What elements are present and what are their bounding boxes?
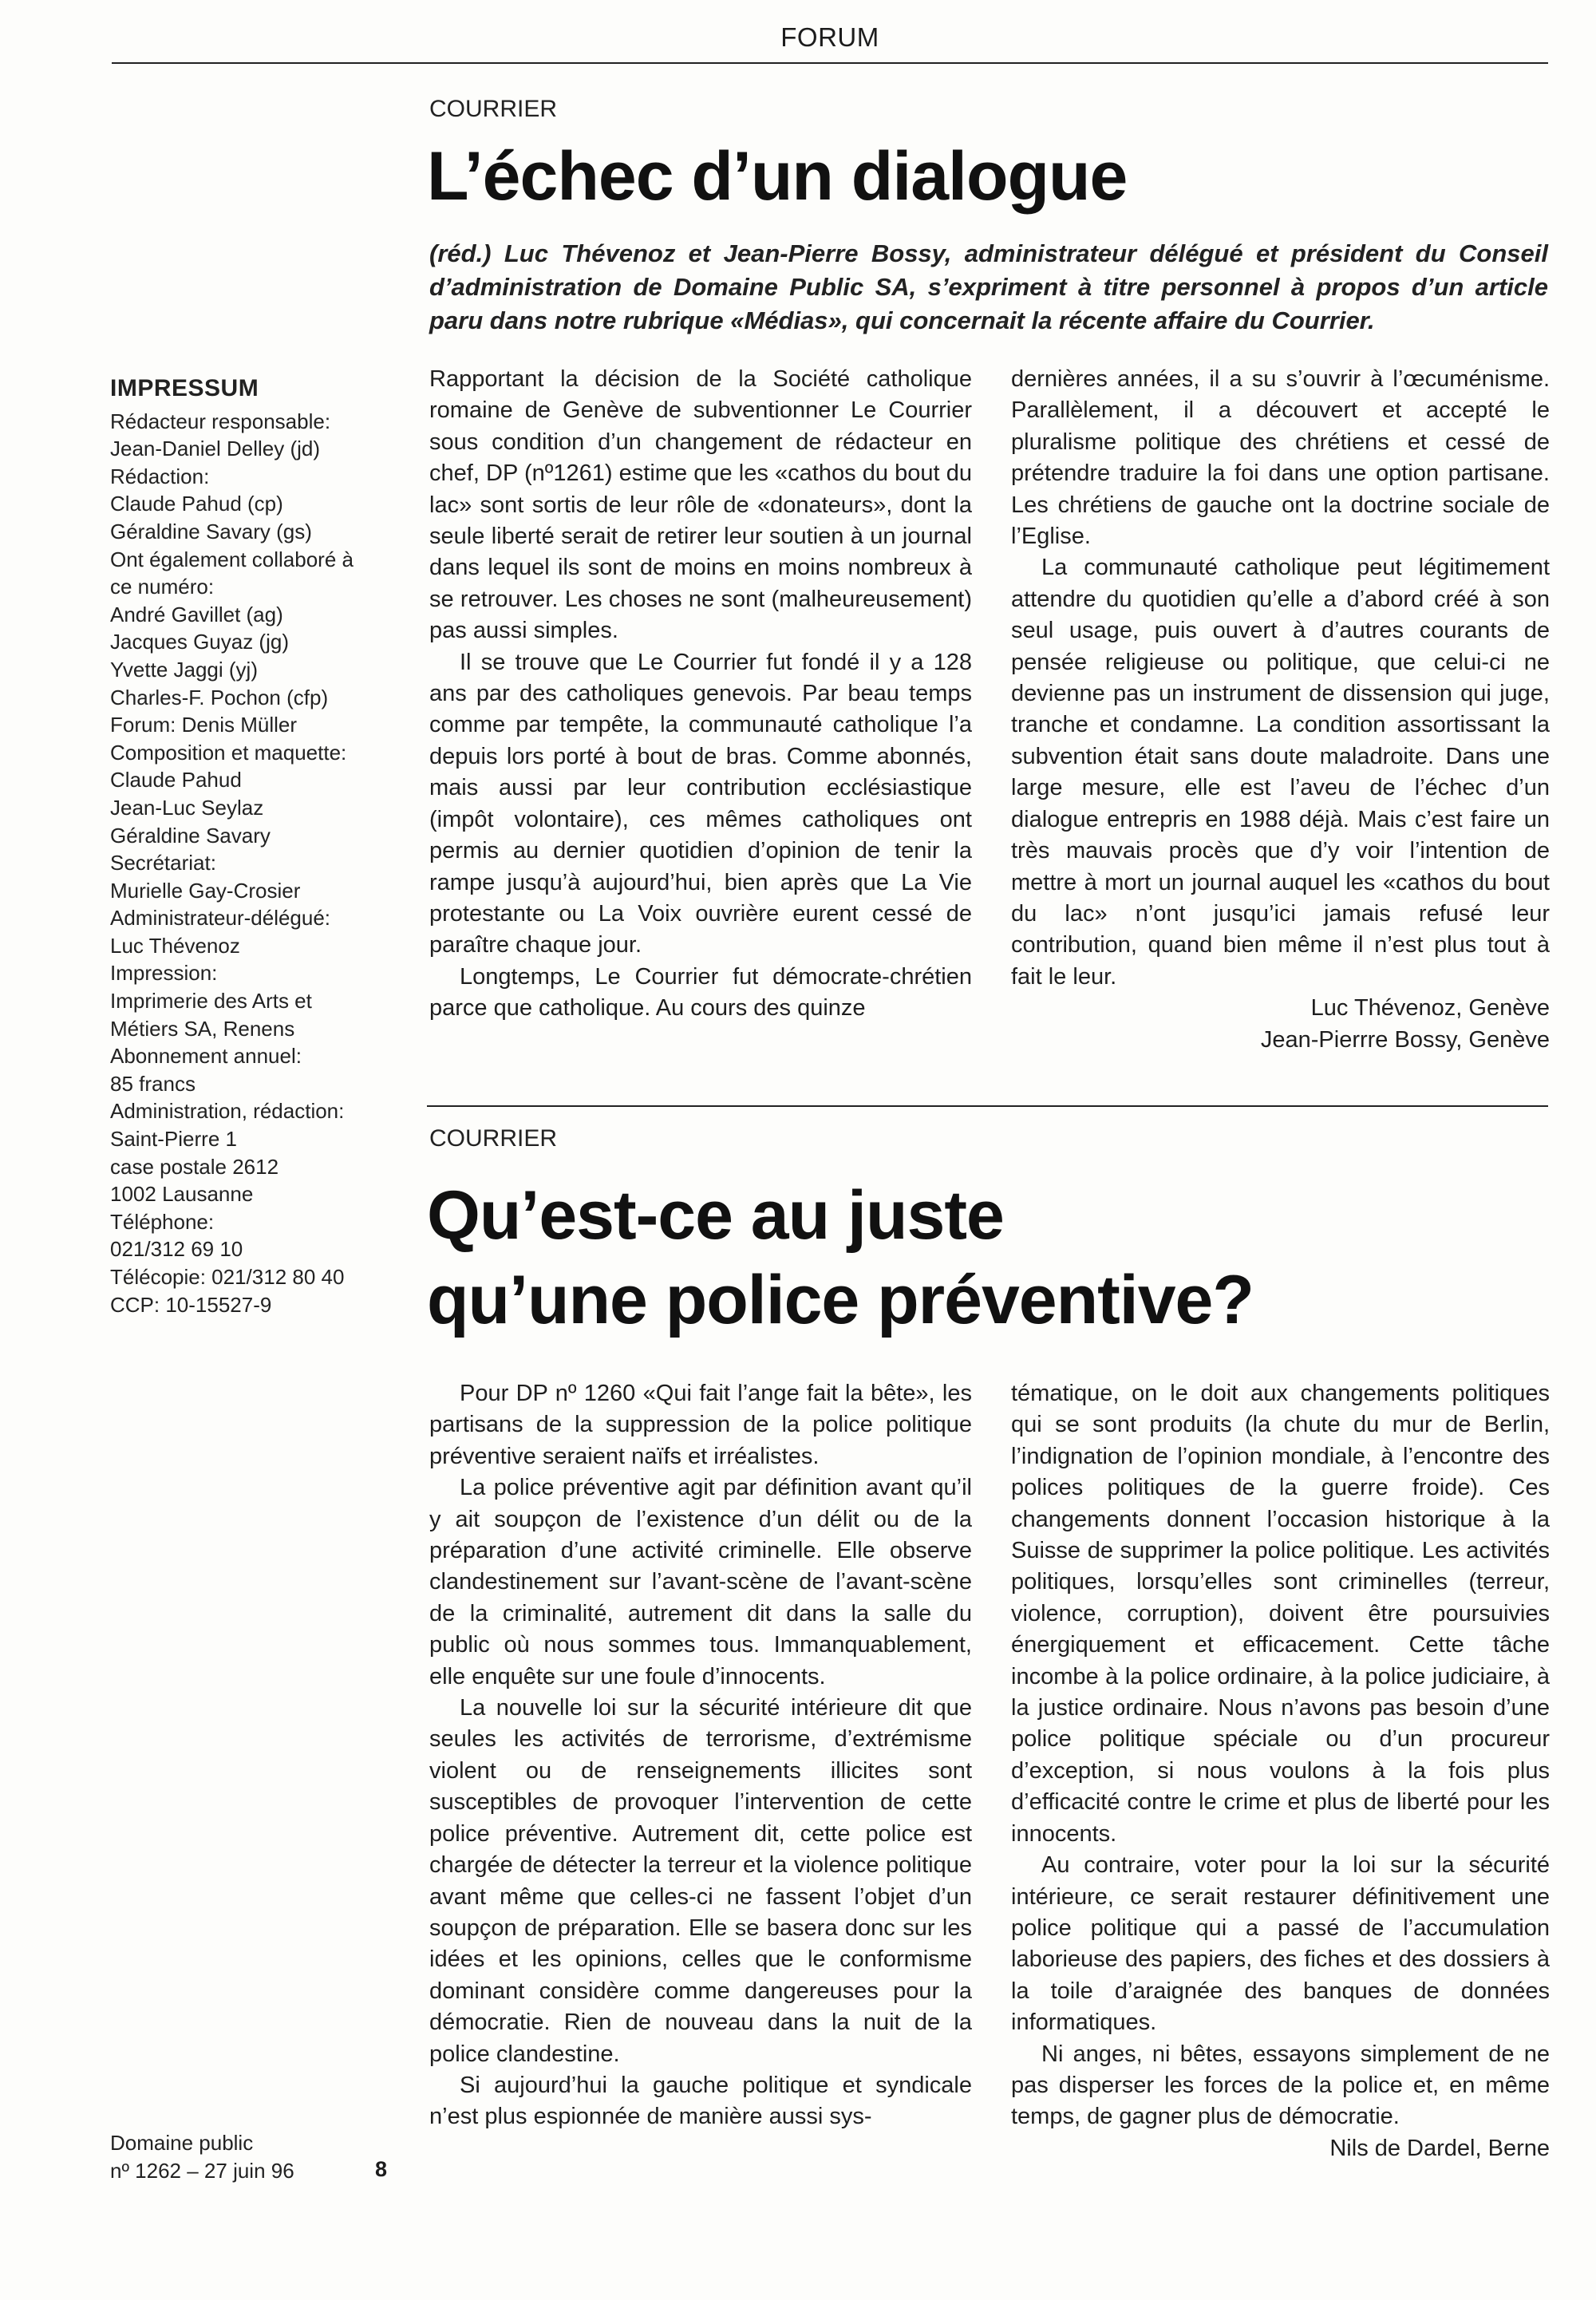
impressum-line: CCP: 10-15527-9: [110, 1292, 272, 1317]
impressum-line: Claude Pahud: [110, 768, 242, 792]
article1-signature-2: Jean-Pierrre Bossy, Genève: [1260, 1026, 1550, 1053]
header-rule: [112, 62, 1548, 64]
impressum-line: André Gavillet (ag): [110, 602, 283, 626]
impressum-line: Jacques Guyaz (jg): [110, 630, 289, 654]
impressum-line: Composition et maquette:: [110, 740, 347, 765]
impressum-line: Charles-F. Pochon (cfp): [110, 685, 329, 709]
footer: [110, 2129, 294, 2185]
impressum-line: Luc Thévenoz: [110, 933, 240, 958]
article2-title-line2: qu’une police préventive?: [427, 1262, 1254, 1338]
impressum-heading: IMPRESSUM: [110, 375, 259, 401]
page-number: 8: [375, 2157, 388, 2181]
impressum-sidebar: [110, 375, 389, 1318]
impressum-line: Murielle Gay-Crosier: [110, 878, 301, 903]
impressum-line: Jean-Daniel Delley (jd): [110, 437, 320, 461]
impressum-list: [110, 408, 389, 1319]
impressum-line: Ont également collaboré à: [110, 547, 354, 571]
section-label: FORUM: [780, 22, 879, 52]
article2-paragraph: Au contraire, voter pour la loi sur la sécurité intérieure, ce serait restaurer définitivement une police politique qui a passé de l’accumulation laborieuse des papiers, des fiches et des dossiers à la toile d’araignée des banques de données informatiques.: [1011, 1852, 1550, 2036]
article2-paragraph: Si aujourd’hui la gauche politique et syndicale n’est plus espionnée de manière aussi sys-: [429, 2072, 972, 2130]
article2-paragraph: Ni anges, ni bêtes, essayons simplement de ne pas disperser les forces de la police et, en même temps, de gagner plus de démocratie.: [1011, 2041, 1550, 2130]
article-divider: [427, 1105, 1548, 1107]
impressum-line: Géraldine Savary: [110, 823, 271, 848]
impressum-line: Impression:: [110, 961, 218, 986]
impressum-line: Secrétariat:: [110, 851, 216, 875]
impressum-line: Géraldine Savary (gs): [110, 519, 312, 543]
impressum-line: Administrateur-délégué:: [110, 906, 331, 931]
article1-paragraph: dernières années, il a su s’ouvrir à l’œcuménisme. Parallèlement, il a découvert et accepté le pluralisme politique des chrétiens et cessé de prétendre traduire la foi dans une option partisane. Les chrétiens de gauche ont la doctrine sociale de l’Eglise.: [1011, 366, 1550, 550]
impressum-line: 021/312 69 10: [110, 1237, 243, 1262]
article1-title: L’échec d’un dialogue: [427, 138, 1128, 215]
impressum-line: Téléphone:: [110, 1209, 215, 1234]
article2-title-line1: Qu’est-ce au juste: [427, 1177, 1004, 1254]
article2-paragraph: La police préventive agit par définition avant qu’il y ait soupçon de l’existence d’un délit ou de la préparation d’une activité criminelle. Elle observe clandestinement sur l’avant-scène de l’avant-scène de la criminalité, autrement dit dans la salle du public où nous sommes tous. Immanquablement, elle enquête sur une foule d’innocents.: [429, 1475, 972, 1689]
impressum-line: Forum: Denis Müller: [110, 713, 298, 737]
impressum-line: Jean-Luc Seylaz: [110, 795, 264, 820]
impressum-line: Rédaction:: [110, 464, 210, 488]
impressum-line: Métiers SA, Renens: [110, 1016, 295, 1041]
impressum-line: ce numéro:: [110, 575, 215, 599]
impressum-line: Claude Pahud (cp): [110, 492, 283, 516]
impressum-line: 85 francs: [110, 1071, 196, 1096]
article1-column-1: [429, 364, 972, 1025]
article2-paragraph: Pour DP nº 1260 «Qui fait l’ange fait la bête», les partisans de la suppression de la police politique préventive seraient naïfs et irréalistes.: [429, 1381, 972, 1469]
article2-paragraph: La nouvelle loi sur la sécurité intérieure dit que seules les activités de terrorisme, d’extrémisme violent ou de renseignements illicites sont susceptibles de provoquer l’intervention de cette police préventive. Autrement dit, cette police est chargée de détecter la terreur et la violence politique avant même que celles-ci ne fassent l’objet d’un soupçon de préparation. Elle se basera donc sur les idées et les opinions, celles que le conformisme dominant considère comme dangereuses pour la démocratie. Rien de nouveau dans la nuit de la police clandestine.: [429, 1695, 972, 2067]
article2-column-1: [429, 1378, 972, 2133]
article1-paragraph: Rapportant la décision de la Société catholique romaine de Genève de subventionner Le Courrier sous condition d’un changement de rédacteur en chef, DP (nº1261) estime que les «cathos du bout du lac» sont sortis de leur rôle de «donateurs», dont la seule liberté serait de retirer leur soutien à un journal dans lequel ils sont de moins en moins nombreux à se retrouver. Les choses ne sont (malheureusement) pas aussi simples.: [429, 366, 972, 644]
impressum-line: Administration, rédaction:: [110, 1099, 345, 1124]
article2-kicker: COURRIER: [429, 1125, 558, 1152]
impressum-line: Rédacteur responsable:: [110, 409, 331, 433]
article1-paragraph: Il se trouve que Le Courrier fut fondé il y a 128 ans par des catholiques genevois. Par beau temps comme par tempête, la communauté catholique l’a depuis lors porté à bout de bras. Comme abonnés, mais aussi par leur contribution ecclésiastique (impôt volontaire), ces mêmes catholiques ont permis au dernier quotidien d’opinion de tenir la rampe jusqu’à aujourd’hui, bien après que La Vie protestante ou La Voix ouvrière eurent cessé de paraître chaque jour.: [429, 649, 972, 958]
impressum-line: Abonnement annuel:: [110, 1044, 302, 1069]
article1-paragraph: Longtemps, Le Courrier fut démocrate-chrétien parce que catholique. Au cours des quinze: [429, 963, 972, 1022]
article2-paragraph: tématique, on le doit aux changements politiques qui se sont produits (la chute du mur de Berlin, l’indignation de l’opinion mondiale, à l’encontre des polices politiques de la guerre froide). Ces changements donnent l’occasion historique à la Suisse de supprimer la police politique. Les activités politiques, lorsqu’elles sont criminelles (terreur, violence, corruption), doivent être poursuivies énergiquement et efficacement. Cette tâche incombe à la police ordinaire, à la police judiciaire, à la justice ordinaire. Nous n’avons pas besoin d’une police politique spéciale ou d’un procureur d’exception, si nous voulons à la fois plus d’efficacité contre le crime et plus de liberté pour les innocents.: [1011, 1381, 1550, 1847]
article1-lead: (réd.) Luc Thévenoz et Jean-Pierre Bossy, administrateur délégué et président du Conseil d’administration de Domaine Public SA, s’expriment à titre personnel à propos d’un article paru dans notre rubrique «Médias», qui concernait la récente affaire du Courrier.: [429, 239, 1548, 334]
footer-issue: nº 1262 – 27 juin 96: [110, 2159, 294, 2183]
article2-signature: Nils de Dardel, Berne: [1329, 2135, 1550, 2161]
article1-paragraph: La communauté catholique peut légitimement attendre du quotidien qu’elle a d’abord créé à son seul usage, puis ouvert à d’autres courants de pensée religieuse ou politique, que celui-ci ne devienne pas un instrument de dissension qui juge, tranche et condamne. La condition assortissant la subvention était sans doute maladroite. Dans une large mesure, elle est l’aveu de l’échec d’un dialogue entrepris en 1988 déjà. Mais c’est faire un très mauvais procès que d’y voir l’intention de mettre à mort un journal auquel les «cathos du bout du lac» n’ont jusqu’ici jamais refusé leur contribution, quand bien même il n’est plus tout à fait le leur.: [1011, 555, 1550, 990]
impressum-line: case postale 2612: [110, 1154, 279, 1179]
impressum-line: 1002 Lausanne: [110, 1182, 254, 1207]
impressum-line: Yvette Jaggi (yj): [110, 657, 258, 682]
impressum-line: Imprimerie des Arts et: [110, 989, 312, 1014]
impressum-line: Saint-Pierre 1: [110, 1127, 237, 1152]
impressum-line: Télécopie: 021/312 80 40: [110, 1265, 345, 1289]
article1-column-2: [1011, 364, 1550, 1056]
footer-publication: Domaine public: [110, 2131, 254, 2155]
article2-column-2: [1011, 1378, 1550, 2164]
article1-kicker: COURRIER: [429, 96, 558, 122]
article1-signature-1: Luc Thévenoz, Genève: [1310, 995, 1550, 1022]
